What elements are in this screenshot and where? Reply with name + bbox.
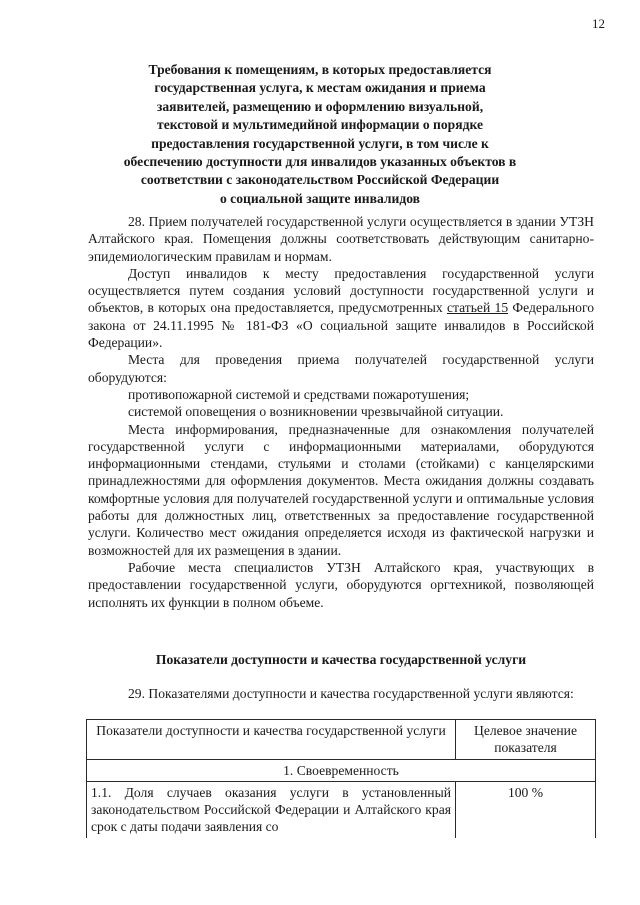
law-article-link[interactable]: статьей 15 [446, 300, 509, 316]
heading-line: заявителей, размещению и оформлению визуальной, [156, 98, 484, 114]
paragraph-access [88, 265, 594, 351]
paragraph-28: 28. Прием получателей государственной услуги осуществляется в здании УТЗН Алтайского края. Помещения должны соответствовать действующим санитарно-эпидемиологическим правилам и нормам. [88, 214, 594, 264]
indicator-1-1: 1.1. Доля случаев оказания услуги в установленный законодательством Российской Федерации и Алтайского края срок с даты подачи заявления со [87, 781, 456, 837]
paragraph-29: 29. Показателями доступности и качества государственной услуги являются: [128, 686, 574, 701]
table-header-row [87, 720, 596, 760]
table-row [87, 781, 596, 837]
heading-line: обеспечению доступности для инвалидов указанных объектов в [123, 154, 517, 170]
heading-line: текстовой и мультимедийной информации о порядке [157, 117, 483, 133]
heading-line: предоставления государственной услуги, в том числе к [151, 135, 489, 151]
heading-line: государственная услуга, к местам ожидания и приема [154, 80, 486, 96]
paragraph-29-container [88, 685, 594, 702]
requirements-heading [110, 61, 530, 208]
heading-line: соответствии с законодательством Российской Федерации [140, 172, 500, 188]
indicators-table [86, 719, 596, 838]
paragraph-info-places: Места информирования, предназначенные для ознакомления получателей государственной услуги с информационными материалами, оборудуются информационными стендами, стульями и столами (стойками) с канцелярскими принадлежностями для оформления документов. Места ожидания должны создавать комфортные условия для получателей государственной услуги и оптимальные условия работы для должностных лиц, ответственных за предоставление государственной услуги. Количество мест ожидания определяется исходя из фактической нагрузки и возможностей для их размещения в здании. [88, 421, 594, 558]
paragraph-places-equipped: Места для проведения приема получателей государственной услуги оборудуются: [88, 352, 594, 385]
list-item-alert-system: системой оповещения о возникновении чрезвычайной ситуации. [128, 404, 504, 420]
header-target-value: Целевое значение показателя [456, 720, 596, 760]
page-number: 12 [592, 16, 605, 31]
indicators-heading: Показатели доступности и качества государственной услуги [155, 652, 527, 667]
header-indicator-name: Показатели доступности и качества государственной услуги [87, 720, 456, 760]
paragraph-workplaces: Рабочие места специалистов УТЗН Алтайского края, участвующих в предоставлении государственной услуги, оборудуются оргтехникой, позволяющей исполнять их функции в полном объеме. [88, 559, 594, 610]
access-text-start: Доступ инвалидов к месту предоставления государственной услуги осуществляется путем создания условий доступности государственной услуги и объектов, в которых она предоставляется, предусмотренных [88, 265, 594, 316]
table-section-row [87, 759, 596, 781]
heading-line: о социальной защите инвалидов [219, 190, 421, 206]
section-timeliness: 1. Своевременность [87, 759, 596, 781]
body-text [88, 213, 594, 611]
indicator-1-1-value: 100 % [456, 781, 596, 837]
access-text-end: Федерального закона от 24.11.1995 № 181-ФЗ «О социальной защите инвалидов в Российской Федерации». [88, 300, 595, 351]
list-item-fire-system: противопожарной системой и средствами пожаротушения; [128, 386, 470, 402]
heading-line: Требования к помещениям, в которых предоставляется [148, 62, 492, 77]
